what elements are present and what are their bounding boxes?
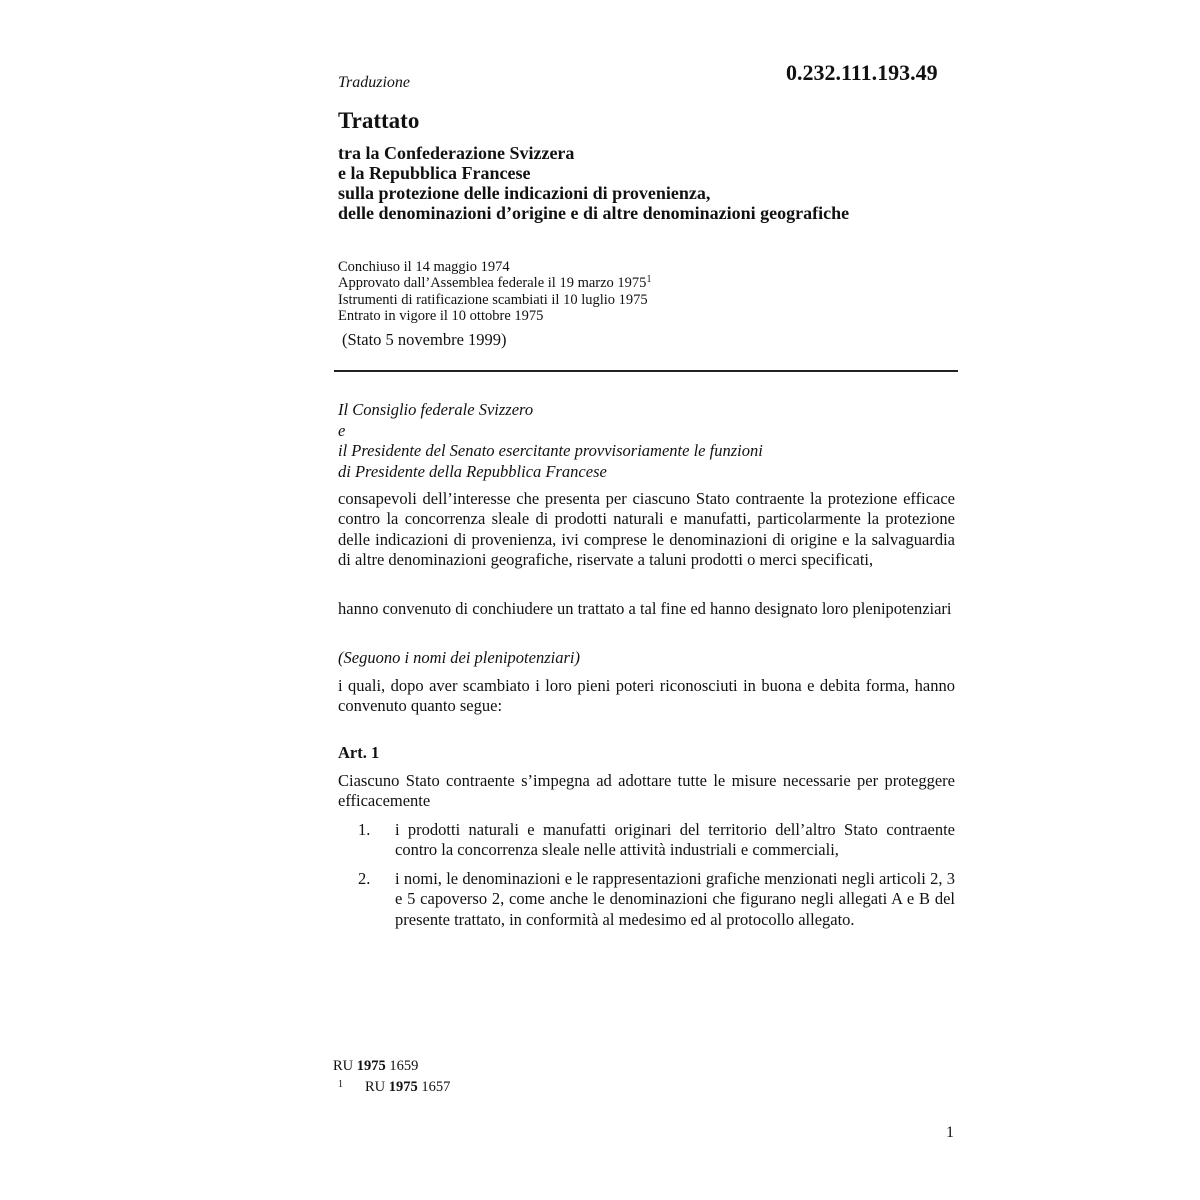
preamble-paragraph: hanno convenuto di conchiudere un trattato a tal fine ed hanno designato loro plenipotenziari [338, 599, 952, 618]
footnote-mark: 1 [338, 1079, 343, 1090]
preamble-paragraph: consapevoli dell’interesse che presenta per ciascuno Stato contraente la protezione efficace contro la concorrenza sleale di prodotti naturali e manufatti, particolarmente la protezione delle indicazioni di provenienza, ivi comprese le denominazioni di origine e la salvaguardia di altre denominazioni geografiche, riservate a taluni prodotti o merci specificati, [338, 489, 955, 569]
list-item-text: i prodotti naturali e manufatti originari del territorio dell’altro Stato contraente contro la concorrenza sleale nelle attività industriali e commerciali, [395, 820, 955, 860]
footnote-year: 1975 [388, 1079, 418, 1095]
party-line: di Presidente della Repubblica Francese [338, 461, 607, 481]
translation-label: Traduzione [338, 74, 411, 91]
party-line: e [338, 420, 346, 440]
concluded-date: Conchiuso il 14 maggio 1974 [338, 259, 510, 275]
subtitle-line: tra la Confederazione Svizzera [338, 143, 575, 163]
treaty-metadata [338, 259, 651, 324]
preamble-paragraph: i quali, dopo aver scambiato i loro pieni poteri riconosciuti in buona e debita forma, hanno convenuto quanto segue: [338, 676, 955, 716]
entry-into-force-date: Entrato in vigore il 10 ottobre 1975 [338, 307, 544, 324]
official-collection-reference [333, 1058, 418, 1075]
ratification-date: Istrumenti di ratificazione scambiati il 10 luglio 1975 [338, 291, 648, 308]
list-item-text: i nomi, le denominazioni e le rappresentazioni grafiche menzionati negli articoli 2, 3 e 5 capoverso 2, come anche le denominazioni che figurano negli allegati A e B del presente trattato, in conformità al medesimo ed al protocollo allegato. [395, 869, 955, 929]
document-title: Trattato [338, 108, 420, 133]
ru-prefix: RU [333, 1058, 354, 1074]
status-date: (Stato 5 novembre 1999) [342, 330, 507, 349]
party-line: il Presidente del Senato esercitante provvisoriamente le funzioni [338, 441, 763, 460]
list-item-number: 1. [358, 820, 371, 839]
header-divider [334, 370, 958, 372]
footnote-ref-1[interactable]: 1 [646, 274, 652, 286]
footnote-prefix: RU [365, 1079, 386, 1095]
party-line: Il Consiglio federale Svizzero [338, 400, 534, 419]
footnote-1 [338, 1079, 450, 1096]
ru-year: 1975 [356, 1058, 386, 1074]
ru-page: 1659 [389, 1058, 419, 1074]
footnote-page: 1657 [421, 1079, 451, 1095]
article-list-item [358, 820, 955, 861]
contracting-parties [338, 400, 763, 482]
approved-text: Approvato dall’Assemblea federale il 19 marzo 1975 [338, 275, 647, 292]
document-number: 0.232.111.193.49 [786, 60, 938, 85]
plenipotentiaries-note: (Seguono i nomi dei plenipotenziari) [338, 648, 580, 667]
article-intro: Ciascuno Stato contraente s’impegna ad adottare tutte le misure necessarie per proteggere efficacemente [338, 771, 955, 811]
article-list-item [358, 869, 955, 930]
subtitle-line: delle denominazioni d’origine e di altre denominazioni geografiche [338, 203, 850, 223]
list-item-number: 2. [358, 869, 371, 888]
document-subtitle [338, 143, 849, 223]
article-heading: Art. 1 [338, 743, 380, 762]
subtitle-line: e la Repubblica Francese [338, 163, 531, 183]
page-number: 1 [946, 1124, 954, 1141]
approved-date [338, 275, 651, 291]
subtitle-line: sulla protezione delle indicazioni di provenienza, [338, 183, 711, 203]
